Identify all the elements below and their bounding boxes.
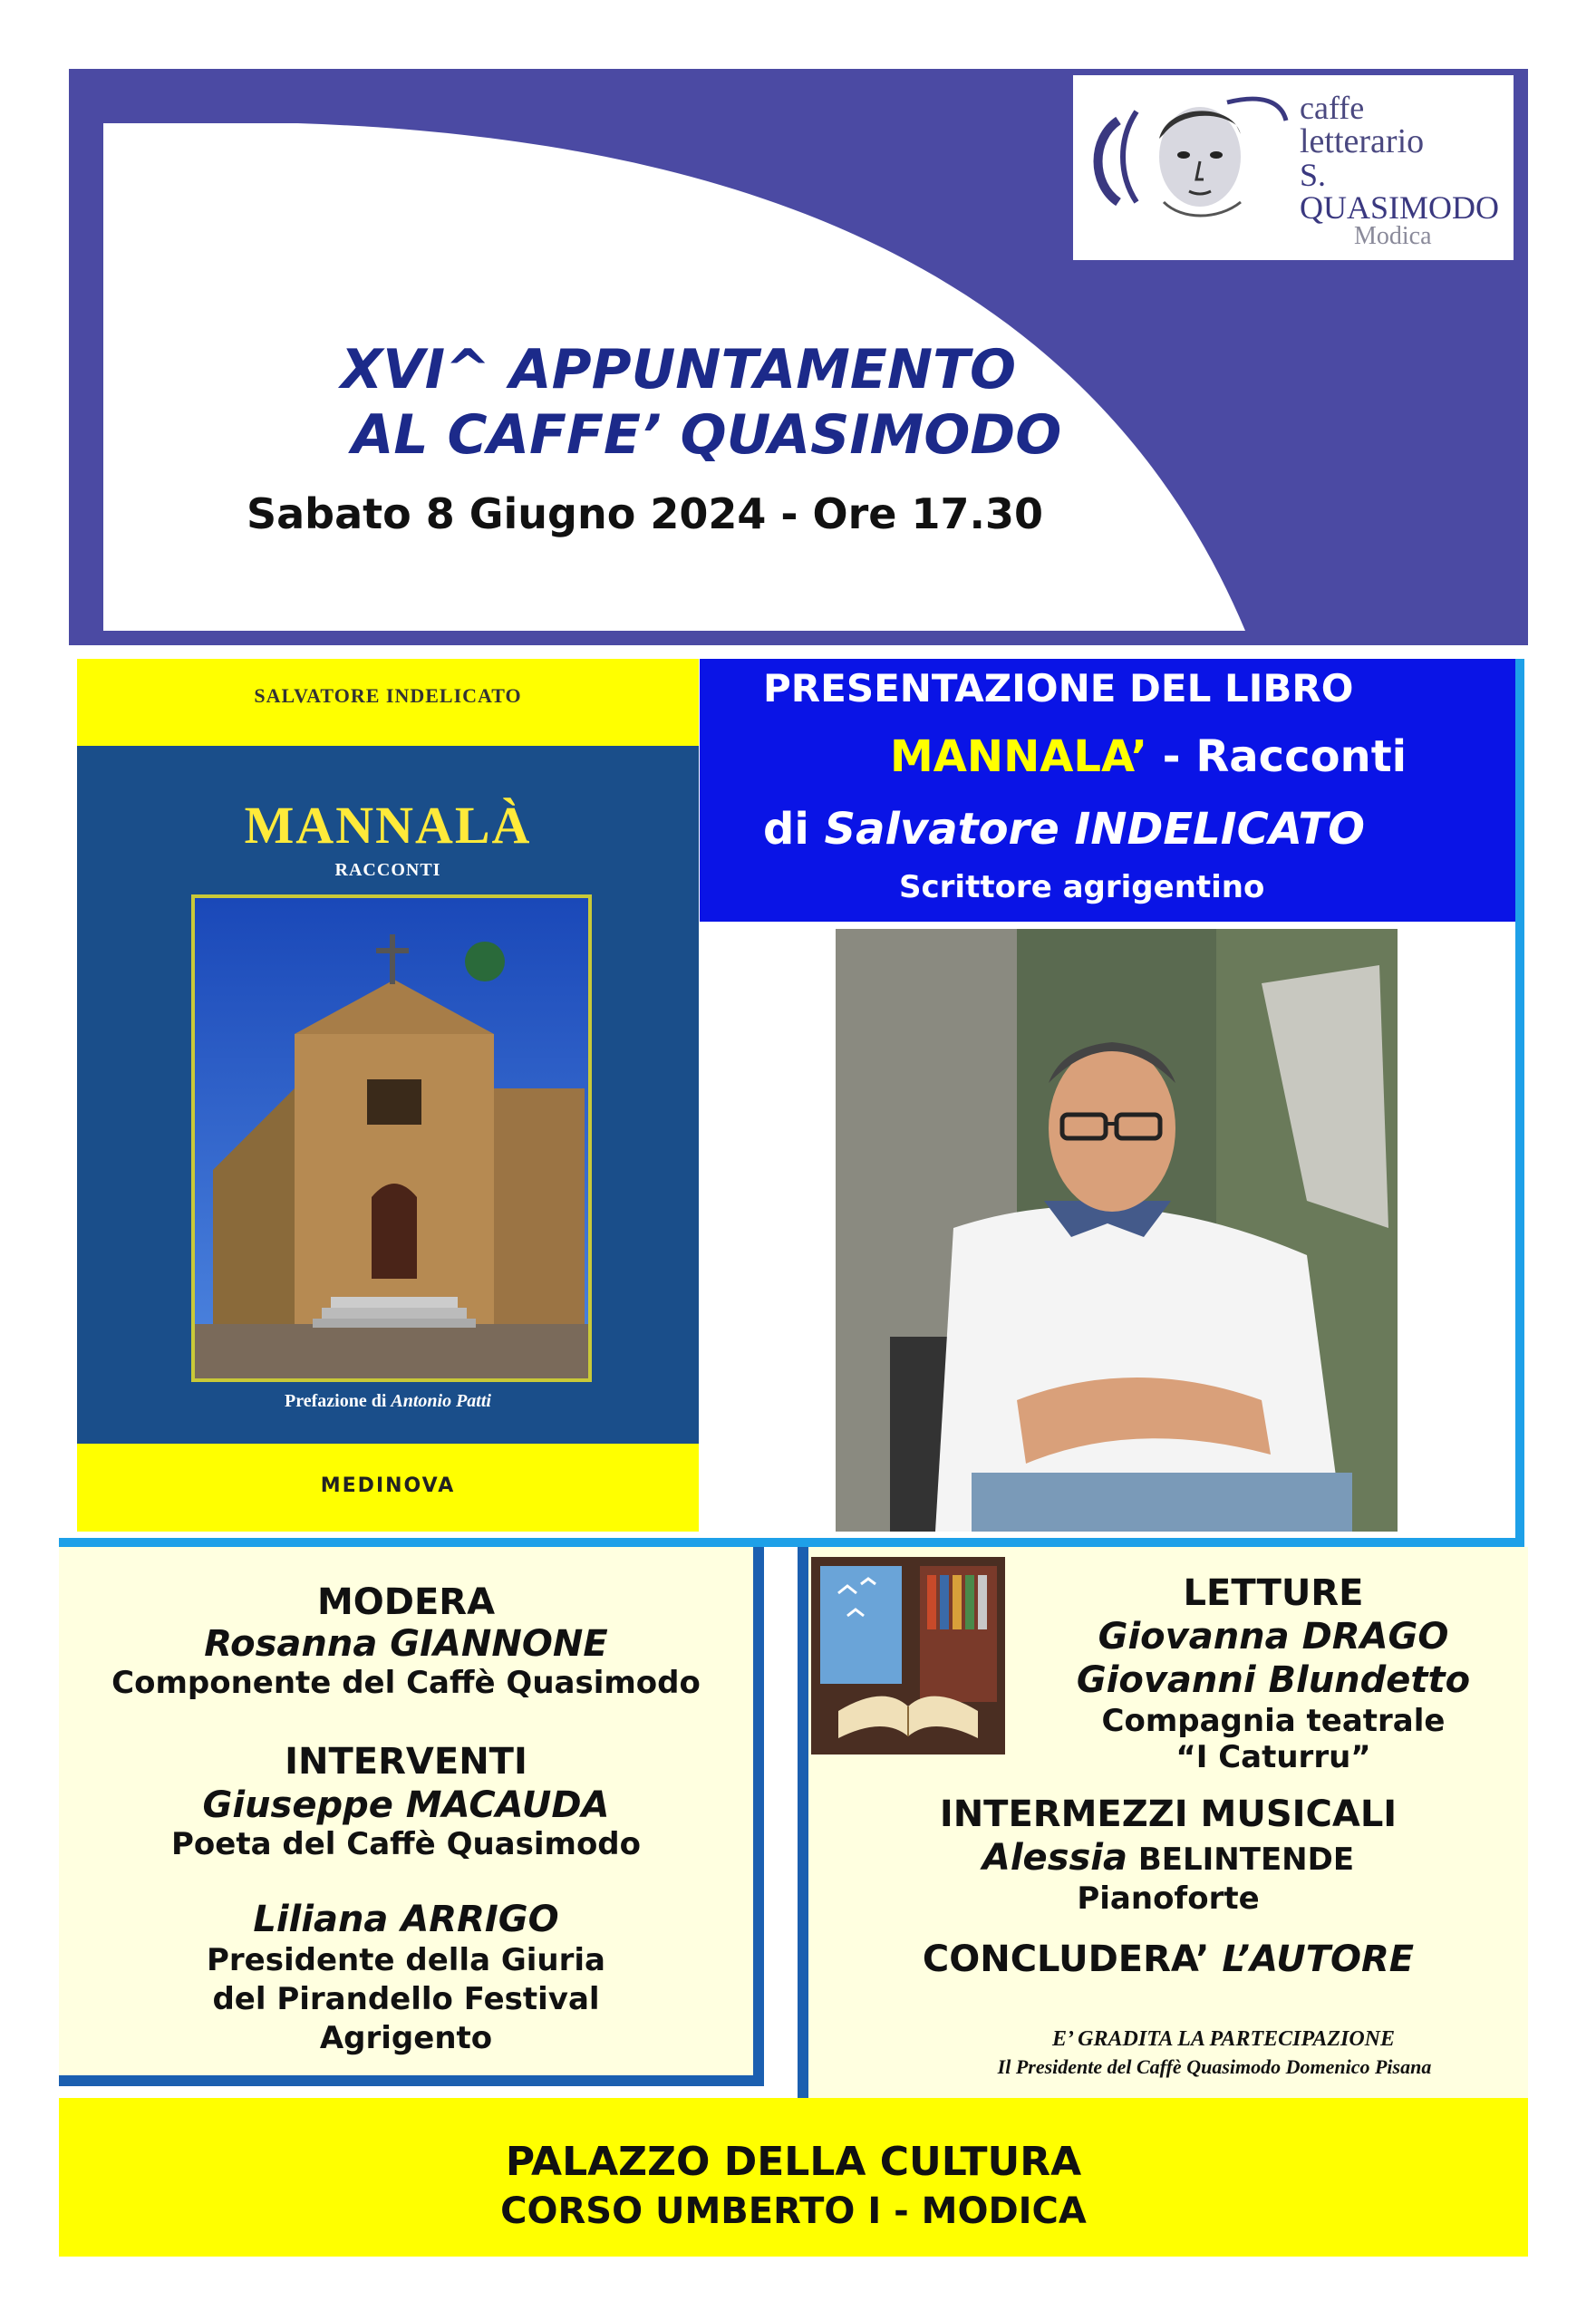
logo-line-letterario: letterario <box>1300 122 1425 160</box>
president-signature: Il Presidente del Caffè Quasimodo Domenico Pisana <box>997 2055 1432 2078</box>
presentation-author <box>763 804 1365 855</box>
musician-last: BELINTENDE <box>1127 1842 1355 1878</box>
intervento-2-role-line2: del Pirandello Festival <box>212 1981 600 2017</box>
presentation-author-first: Salvatore <box>824 804 1059 855</box>
author-photo <box>836 929 1398 1532</box>
book-cover-preface-name: Antonio Patti <box>391 1391 491 1411</box>
accent-bar-right <box>1515 659 1524 1547</box>
presentation-box <box>700 659 1515 922</box>
presentation-book-title <box>890 731 1407 782</box>
book-cover-subtitle: RACCONTI <box>334 860 441 880</box>
accent-line-middle <box>59 1538 1524 1547</box>
modera-name: Rosanna GIANNONE <box>204 1623 608 1665</box>
music-label: INTERMEZZI MUSICALI <box>939 1793 1398 1835</box>
intervento-1-role: Poeta del Caffè Quasimodo <box>170 1826 642 1862</box>
presentation-author-last: INDELICATO <box>1059 804 1365 855</box>
venue-name: PALAZZO DELLA CULTURA <box>505 2139 1082 2185</box>
intervento-2-name: Liliana ARRIGO <box>253 1899 559 1940</box>
reader-1: Giovanna DRAGO <box>1098 1616 1449 1658</box>
logo-line-quasimodo: S. QUASIMODO <box>1300 157 1500 226</box>
letture-label: LETTURE <box>1183 1572 1364 1614</box>
event-title-line1: XVI^ APPUNTAMENTO <box>341 338 1017 401</box>
event-date: Sabato 8 Giugno 2024 - Ore 17.30 <box>247 489 1043 538</box>
instrument: Pianoforte <box>1077 1880 1260 1917</box>
participation-note: E’ GRADITA LA PARTECIPAZIONE <box>1051 2027 1396 2051</box>
header-banner <box>69 69 1528 645</box>
book-cover-church-photo <box>191 894 592 1382</box>
theatre-company-line2: “I Caturru” <box>1175 1739 1371 1775</box>
book-cover-author: SALVATORE INDELICATO <box>254 684 522 707</box>
theatre-company-line1: Compagnia teatrale <box>1101 1703 1446 1739</box>
logo-line-modica: Modica <box>1354 222 1432 250</box>
book-cover-title: MANNALÀ <box>244 796 532 855</box>
speakers-panel <box>59 1547 764 2086</box>
book-cover <box>77 659 699 1532</box>
book-cover-preface <box>77 1391 699 1412</box>
modera-label: MODERA <box>316 1581 496 1623</box>
venue-footer <box>59 2098 1528 2257</box>
presentation-by: di <box>763 804 825 855</box>
interventi-label: INTERVENTI <box>285 1741 527 1783</box>
presentation-book-name: MANNALA’ <box>890 731 1147 782</box>
conclusion <box>808 1938 1528 1980</box>
musician-first: Alessia <box>982 1837 1128 1879</box>
quasimodo-portrait-icon <box>1082 84 1291 252</box>
presentation-heading: PRESENTAZIONE DEL LIBRO <box>763 666 1354 710</box>
intervento-2-role-line3: Agrigento <box>319 2020 493 2056</box>
intervento-2-role-line1: Presidente della Giuria <box>206 1942 605 1978</box>
venue-address: CORSO UMBERTO I - MODICA <box>500 2190 1087 2232</box>
conclusion-prefix: CONCLUDERA’ <box>922 1938 1223 1980</box>
logo-line-caffe: caffe <box>1300 90 1365 126</box>
presentation-author-role: Scrittore agrigentino <box>899 869 1265 905</box>
book-cover-publisher: MEDINOVA <box>320 1474 456 1497</box>
modera-role: Componente del Caffè Quasimodo <box>111 1665 701 1701</box>
reader-2: Giovanni Blundetto <box>1076 1659 1471 1701</box>
event-title-line2: AL CAFFE’ QUASIMODO <box>352 403 1062 467</box>
presentation-book-suffix: - Racconti <box>1146 731 1407 782</box>
conclusion-author: L’AUTORE <box>1222 1938 1415 1980</box>
musician <box>808 1837 1528 1879</box>
intervento-1-name: Giuseppe MACAUDA <box>202 1784 610 1826</box>
book-cover-preface-prefix: Prefazione di <box>285 1391 392 1411</box>
open-book-illustration <box>811 1557 1005 1754</box>
caffe-letterario-logo <box>1073 75 1514 260</box>
